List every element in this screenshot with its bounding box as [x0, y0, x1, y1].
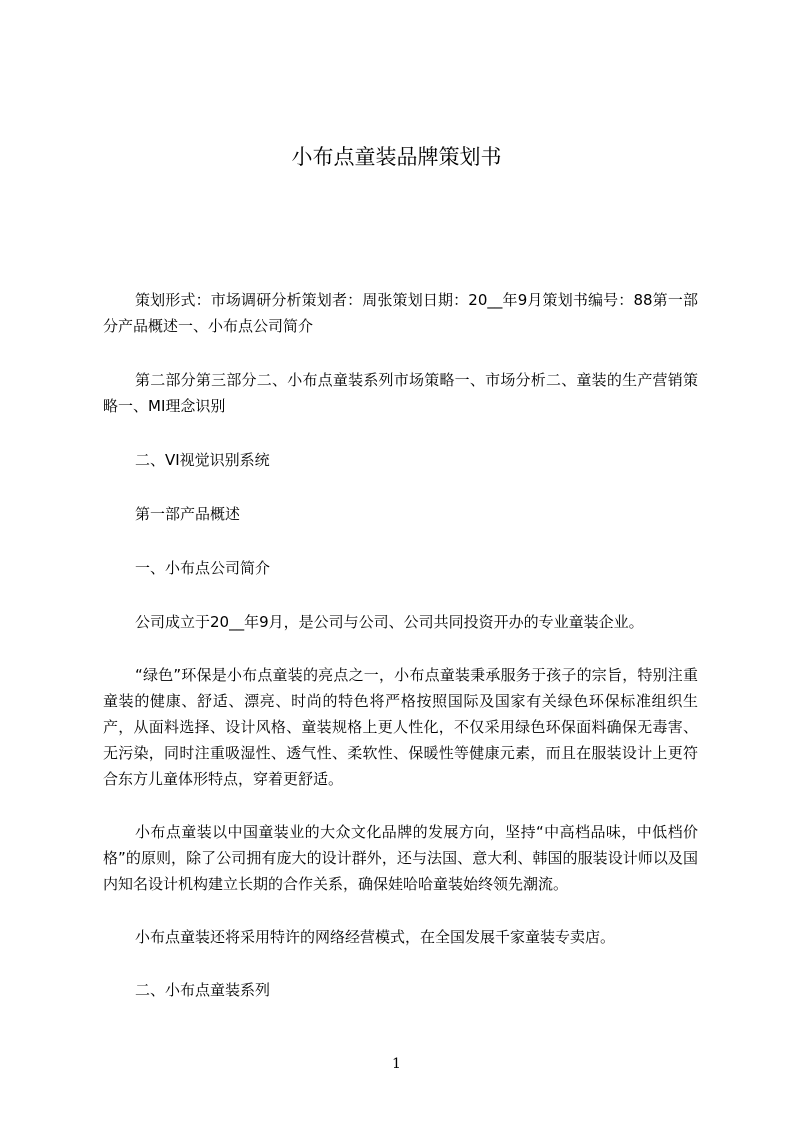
section-heading-product-overview: 第一部产品概述 — [135, 505, 241, 523]
paragraph-contents-list: 第二部分第三部分二、小布点童装系列市场策略一、市场分析二、童装的生产营销策略一、MI理念识别 — [103, 371, 698, 415]
paragraph-company-founding: 公司成立于20__年9月，是公司与公司、公司共同投资开办的专业童装企业。 — [135, 613, 644, 631]
page-number: 1 — [392, 1056, 401, 1072]
section-heading-company-intro: 一、小布点公司简介 — [135, 559, 271, 577]
section-heading-product-series: 二、小布点童装系列 — [135, 981, 271, 999]
paragraph-brand-direction: 小布点童装以中国童装业的大众文化品牌的发展方向，坚持“中高档品味，中低档价格”的原则，除了公司拥有庞大的设计群外，还与法国、意大利、韩国的服装设计师以及国内知名设计机构建立长期的合作关系，确保娃哈哈童装始终领先潮流。 — [103, 823, 698, 893]
document-body — [103, 287, 698, 1003]
document-title: 小布点童装品牌策划书 — [291, 145, 502, 169]
paragraph-franchise-model: 小布点童装还将采用特许的网络经营模式，在全国发展千家童装专卖店。 — [135, 928, 616, 946]
paragraph-green-environment: “绿色”环保是小布点童装的亮点之一，小布点童装秉承服务于孩子的宗旨，特别注重童装的健康、舒适、漂亮、时尚的特色将严格按照国际及国家有关绿色环保标准组织生产，从面料选择、设计风格、童装规格上更人性化，不仅采用绿色环保面料确保无毒害、无污染，同时注重吸湿性、透气性、柔软性、保暖性等健康元素，而且在服装设计上更符合东方儿童体形特点，穿着更舒适。 — [103, 666, 698, 788]
paragraph-vi-system: 二、VI视觉识别系统 — [135, 451, 270, 469]
paragraph-plan-info: 策划形式：市场调研分析策划者：周张策划日期：20__年9月策划书编号：88第一部分产品概述一、小布点公司简介 — [103, 291, 698, 335]
